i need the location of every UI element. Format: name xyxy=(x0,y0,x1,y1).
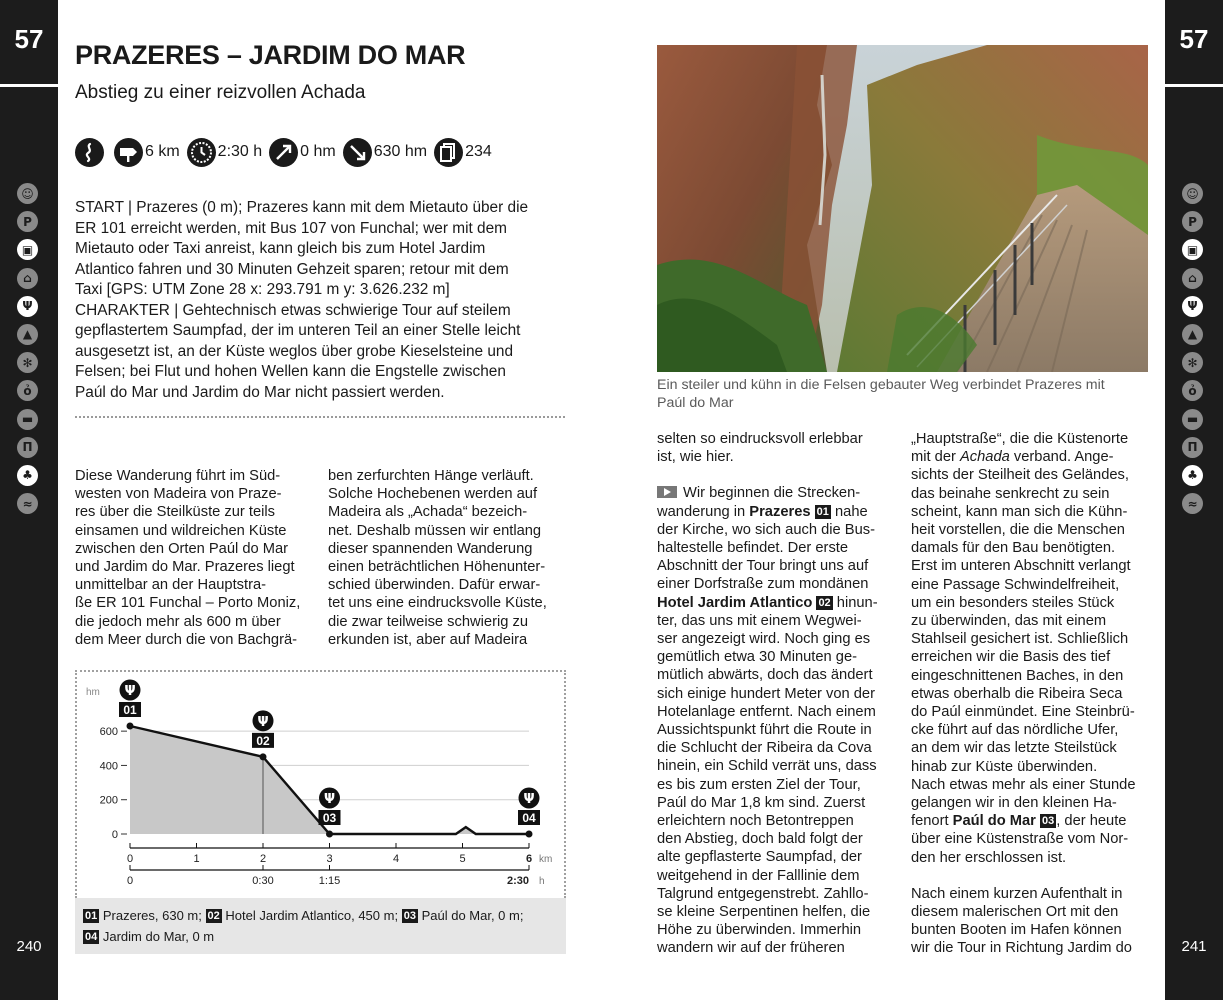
text-line: weitgehend in der Falllinie dem xyxy=(657,867,860,884)
waypoint-label: 04 xyxy=(522,811,536,825)
text-line: alte gepflasterte Saumpfad, der xyxy=(657,849,862,866)
photo-caption xyxy=(657,376,1148,412)
y-tick-label: 0 xyxy=(111,829,118,841)
text-line: scheint, kann man sich die Kühn- xyxy=(911,503,1128,520)
waypoint-marker xyxy=(526,831,533,838)
text-line: Solche Hochebenen werden auf xyxy=(328,486,538,503)
text-line: erreichen wir die Basis des tief xyxy=(911,649,1111,666)
text-line: haltestelle befindet. Der erste xyxy=(657,540,849,557)
time-tick-label: 1:15 xyxy=(318,875,341,887)
divider xyxy=(0,84,58,87)
text-line: ße ER 101 Funchal – Porto Moniz, xyxy=(75,595,301,612)
culture-icon: Π xyxy=(17,437,38,458)
intro-line: CHARAKTER | Gehtechnisch etwas schwierige Tour auf steilem xyxy=(75,301,511,319)
winter-icon: ✻ xyxy=(1182,352,1203,373)
culture-icon: Π xyxy=(1182,437,1203,458)
waypoint-badge: 01 xyxy=(816,505,829,518)
text-line: erleichtern noch Betontreppen xyxy=(657,813,854,830)
waypoint-name: Hotel Jardim Atlantico xyxy=(657,594,813,611)
waypoint-marker xyxy=(260,753,267,760)
left-sidebar xyxy=(0,0,58,1000)
text-line: ben zerfurchten Hänge verläuft. xyxy=(328,468,534,484)
paragraph-gap xyxy=(657,466,895,484)
text-line: einsamen und wildreichen Küste xyxy=(75,522,287,539)
child-friendly-icon: ☺ xyxy=(1182,183,1203,204)
text-line: diesem malerischen Ort mit den xyxy=(911,904,1119,921)
text-line: wir die Tour in Richtung Jardim do xyxy=(911,940,1132,957)
waypoint-badge: 03 xyxy=(403,910,416,922)
nature-icon: ♣ xyxy=(17,465,38,486)
text-line: ter, das uns mit einem Wegwei- xyxy=(657,612,862,629)
text-line: es bis zum ersten Ziel der Tour, xyxy=(657,776,861,793)
x-tick-label: 5 xyxy=(459,853,466,865)
parking-icon: P xyxy=(17,211,38,232)
play-icon xyxy=(657,486,677,498)
text-line: an dem wir das letzte Steilstück xyxy=(911,740,1117,757)
map-value: 234 xyxy=(465,143,492,160)
text-line: einer Dorfstraße zum mondänen xyxy=(657,576,869,593)
swimming-icon: ≈ xyxy=(1182,493,1203,514)
tour-number: 57 xyxy=(14,24,44,54)
divider xyxy=(75,416,565,418)
waypoint-badge: 02 xyxy=(207,910,220,922)
text-line: mütlich abwärts, doch das ändert xyxy=(657,667,873,684)
text-line: schied überwinden. Dafür erwar- xyxy=(328,577,541,594)
text-line: se kleine Serpentinen helfen, die xyxy=(657,904,871,921)
summit-icon: ▲ xyxy=(1182,324,1203,345)
text-line: westen von Madeira von Praze- xyxy=(75,486,282,503)
text-line: selten so eindrucksvoll erlebbar xyxy=(657,431,863,447)
waypoint-legend xyxy=(75,898,566,954)
right-sidebar xyxy=(1165,0,1223,1000)
x-tick-label: 0 xyxy=(126,853,134,865)
text-line: Hotelanlage entfernt. Nach einem xyxy=(657,703,876,720)
waypoint-badge: 02 xyxy=(818,596,831,609)
x-tick-label: 4 xyxy=(392,853,400,865)
text-line: ser angezeigt wird. Noch ging es xyxy=(657,631,871,648)
text-line: Paúl do Mar 1,8 km sind. Zuerst xyxy=(657,794,866,811)
page-number: 241 xyxy=(1181,938,1207,955)
text-line: gemütlich etwa 30 Minuten ge- xyxy=(657,649,858,666)
text-line: Stahlseil gesichert ist. Schließlich xyxy=(911,631,1129,648)
x-tick-label: 1 xyxy=(193,853,200,865)
y-tick-label: 600 xyxy=(99,726,118,739)
text-fragment: nahe xyxy=(834,503,868,520)
text-line: um ein besonders steiles Stück xyxy=(911,594,1115,611)
text-line: net. Deshalb müssen wir entlang xyxy=(328,522,542,539)
clock-icon xyxy=(187,138,216,167)
divider xyxy=(1165,84,1223,87)
text-line: Aussichtspunkt führt die Route in xyxy=(657,722,872,739)
legend-item: Jardim do Mar, 0 m xyxy=(102,929,215,944)
text-line: sich einige hundert Meter von der xyxy=(657,685,875,702)
text-line: res über die Steilküste zur teils xyxy=(75,504,276,521)
feature-icons xyxy=(17,183,41,521)
cable-car-icon: ⌂ xyxy=(17,268,38,289)
text-line: unmittelbar an der Hauptstra- xyxy=(75,577,267,594)
accommodation-icon: ▬ xyxy=(1182,409,1203,430)
tour-number: 57 xyxy=(1179,24,1209,54)
text-line: tet uns eine eindrucksvolle Küste, xyxy=(328,595,547,612)
intro-line: ER 101 erreicht werden, mit Bus 107 von Funchal; wer mit dem xyxy=(75,219,507,237)
x-tick-label: 6 xyxy=(525,853,533,865)
intro-line: Taxi [GPS: UTM Zone 28 x: 293.791 m y: 3.626.232 m] xyxy=(75,281,450,298)
bus-icon: ▣ xyxy=(17,239,38,260)
text-line: bunten Booten im Hafen können xyxy=(911,922,1122,939)
ascent-icon xyxy=(269,138,298,167)
waypoint-name: Prazeres xyxy=(749,503,811,520)
time-tick-label: 0 xyxy=(126,875,134,887)
waypoint-marker xyxy=(326,831,333,838)
text-line: do Paúl einmündet. Eine Steinbrü- xyxy=(911,704,1135,721)
fork-knife-glyph: Ψ xyxy=(257,714,269,730)
text-line: sichts der Steilheit des Geländes, xyxy=(911,467,1129,484)
distance-value: 6 km xyxy=(145,143,180,160)
text-line: dem Meer durch die von Bachgrä- xyxy=(75,631,298,648)
caption-line: Paúl do Mar xyxy=(657,395,734,412)
text-line: die Schlucht der Ribeira da Cova xyxy=(657,740,872,757)
paragraph-gap xyxy=(911,867,1149,885)
time-axis-unit: h xyxy=(539,876,545,887)
text-line: zwischen den Orten Paúl do Mar xyxy=(75,540,289,557)
child-friendly-icon: ☺ xyxy=(17,183,38,204)
restaurant-icon: Ψ xyxy=(1182,296,1203,317)
waypoint-badge: 01 xyxy=(85,910,98,922)
time-tick-label: 0:30 xyxy=(252,875,274,887)
text-line: Höhe zu überwinden. Immerhin xyxy=(657,922,862,939)
text-line: den Abstieg, doch bald folgt der xyxy=(657,831,863,848)
restaurant-icon: Ψ xyxy=(17,296,38,317)
text-column-3 xyxy=(657,430,895,958)
text-line: Talgrund entgegenstrebt. Zahllo- xyxy=(657,885,869,902)
ascent-value: 0 hm xyxy=(300,143,336,160)
intro-line: Felsen; bei Flut und hohen Wellen kann die Engstelle zwischen xyxy=(75,363,506,380)
text-line: den her erschlossen ist. xyxy=(911,849,1067,866)
intro-line: ausgesetzt ist, an der Küste weglos über grobe Kieselsteine und xyxy=(75,342,514,360)
intro-line: Paúl do Mar und Jardim do Mar nicht passiert werden. xyxy=(75,383,445,401)
page-subtitle: Abstieg zu einer reizvollen Achada xyxy=(75,82,366,103)
text-line: Nach etwas mehr als einer Stunde xyxy=(911,776,1136,793)
bike-icon: ỏ xyxy=(17,380,38,401)
elevation-chart xyxy=(77,672,564,898)
legend-item: Prazeres, 630 m; xyxy=(102,908,202,923)
legend-item: Paúl do Mar, 0 m; xyxy=(421,908,524,923)
intro-line: gepflastertem Saumpfad, der im unteren Teil an einer Stelle leicht xyxy=(75,322,521,339)
text-line: die jedoch mehr als 600 m über xyxy=(75,613,281,630)
waypoint-label: 03 xyxy=(322,811,337,825)
tour-facts xyxy=(75,136,499,168)
emphasis: Achada xyxy=(959,449,1010,466)
descent-value: 630 hm xyxy=(373,143,428,160)
text-fragment: wanderung in xyxy=(657,503,746,520)
waypoint-label: 01 xyxy=(123,703,137,717)
text-line: hinein, ein Schild verrät uns, dass xyxy=(657,758,877,775)
summit-icon: ▲ xyxy=(17,324,38,345)
y-tick-label: 200 xyxy=(99,794,118,807)
legend-item: Hotel Jardim Atlantico, 450 m; xyxy=(225,908,399,923)
page-number: 240 xyxy=(16,938,42,955)
nature-icon: ♣ xyxy=(1182,465,1203,486)
text-fragment: hinun- xyxy=(836,594,878,611)
intro-line: Mietauto oder Taxi anreist, kann gleich bis zum Hotel Jardim xyxy=(75,240,486,257)
text-line: Wir beginnen die Strecken- xyxy=(683,485,861,502)
elevation-profile xyxy=(75,670,566,898)
fork-knife-glyph: Ψ xyxy=(124,684,136,699)
text-column-4 xyxy=(911,430,1149,958)
intro-line: Atlantico fahren und 30 Minuten Gehzeit sparen; retour mit dem xyxy=(75,260,509,278)
text-fragment: mit der xyxy=(911,449,956,466)
x-axis-unit: km xyxy=(539,854,553,865)
text-line: Madeira als „Achada“ bezeich- xyxy=(328,504,528,521)
y-axis-label: hm xyxy=(86,687,100,698)
text-line: Erst im unteren Abschnitt verlangt xyxy=(911,558,1131,575)
intro-box xyxy=(75,198,565,403)
fork-knife-glyph: Ψ xyxy=(523,792,535,807)
waypoint-label: 02 xyxy=(256,733,270,748)
waypoint-marker xyxy=(127,723,134,730)
swimming-icon: ≈ xyxy=(17,493,38,514)
x-tick-label: 2 xyxy=(259,853,267,865)
map-icon xyxy=(434,138,463,167)
bus-icon: ▣ xyxy=(1182,239,1203,260)
text-line: ist, wie hier. xyxy=(657,449,734,466)
text-line: die zwar teilweise schwierig zu xyxy=(328,613,528,630)
text-line: einen beträchtlichen Höhenunter- xyxy=(328,559,546,576)
text-line: damals für den Bau benötigten. xyxy=(911,540,1116,557)
text-line: erkunden ist, aber auf Madeira xyxy=(328,631,528,648)
text-line: wandern wir auf der früheren xyxy=(657,940,845,957)
text-line: eingeschnittenen Baches, in den xyxy=(911,667,1124,684)
text-line: und Jardim do Mar. Prazeres liegt xyxy=(75,559,295,576)
waypoint-badge: 04 xyxy=(85,931,98,943)
waypoint-badge: 03 xyxy=(1042,815,1055,828)
waypoint-name: Paúl do Mar xyxy=(952,813,1036,830)
text-line: cke führt auf das nördliche Ufer, xyxy=(911,722,1119,739)
text-line: hinab zur Küste überwinden. xyxy=(911,758,1098,775)
cable-car-icon: ⌂ xyxy=(1182,268,1203,289)
descent-icon xyxy=(343,138,372,167)
time-tick-label: 2:30 xyxy=(506,875,529,887)
duration-value: 2:30 h xyxy=(217,143,263,160)
text-line: „Hauptstraße“, die die Küstenorte xyxy=(911,431,1129,447)
text-fragment: , der heute xyxy=(1056,813,1127,830)
text-line: über eine Küstenstraße vom Nor- xyxy=(911,831,1129,848)
intro-line: START | Prazeres (0 m); Prazeres kann mit dem Mietauto über die xyxy=(75,199,529,216)
caption-line: Ein steiler und kühn in die Felsen gebauter Weg verbindet Prazeres mit xyxy=(657,377,1105,393)
text-line: eine Passage Schwindelfreiheit, xyxy=(911,576,1120,593)
signpost-icon xyxy=(114,138,143,167)
accommodation-icon: ▬ xyxy=(17,409,38,430)
text-line: Diese Wanderung führt im Süd- xyxy=(75,468,281,484)
text-fragment: verband. Ange- xyxy=(1013,449,1114,466)
y-tick-label: 400 xyxy=(99,760,118,773)
bike-icon: ỏ xyxy=(1182,380,1203,401)
fork-knife-glyph: Ψ xyxy=(323,792,336,807)
trail-icon xyxy=(75,138,104,167)
text-fragment: fenort xyxy=(911,813,949,830)
text-line: heit vorstellen, die die Menschen xyxy=(911,522,1125,539)
feature-icons xyxy=(1182,183,1206,521)
text-line: etwas oberhalb die Ribeira Seca xyxy=(911,685,1123,702)
text-column-1 xyxy=(75,467,313,649)
landscape-photo xyxy=(657,45,1148,372)
text-line: dieser spannenden Wanderung xyxy=(328,540,533,557)
text-line: Abschnitt der Tour bringt uns auf xyxy=(657,558,869,575)
text-line: Nach einem kurzen Aufenthalt in xyxy=(911,885,1123,902)
text-line: zu überwinden, das mit einem xyxy=(911,613,1107,630)
text-line: das beinahe senkrecht zu sein xyxy=(911,485,1110,502)
text-line: der Kirche, wo sich auch die Bus- xyxy=(657,521,875,538)
winter-icon: ✻ xyxy=(17,352,38,373)
x-tick-label: 3 xyxy=(326,853,333,865)
parking-icon: P xyxy=(1182,211,1203,232)
text-line: gelangen wir in den kleinen Ha- xyxy=(911,795,1117,812)
page-title: PRAZERES – JARDIM DO MAR xyxy=(75,40,466,70)
text-column-2 xyxy=(328,467,566,649)
